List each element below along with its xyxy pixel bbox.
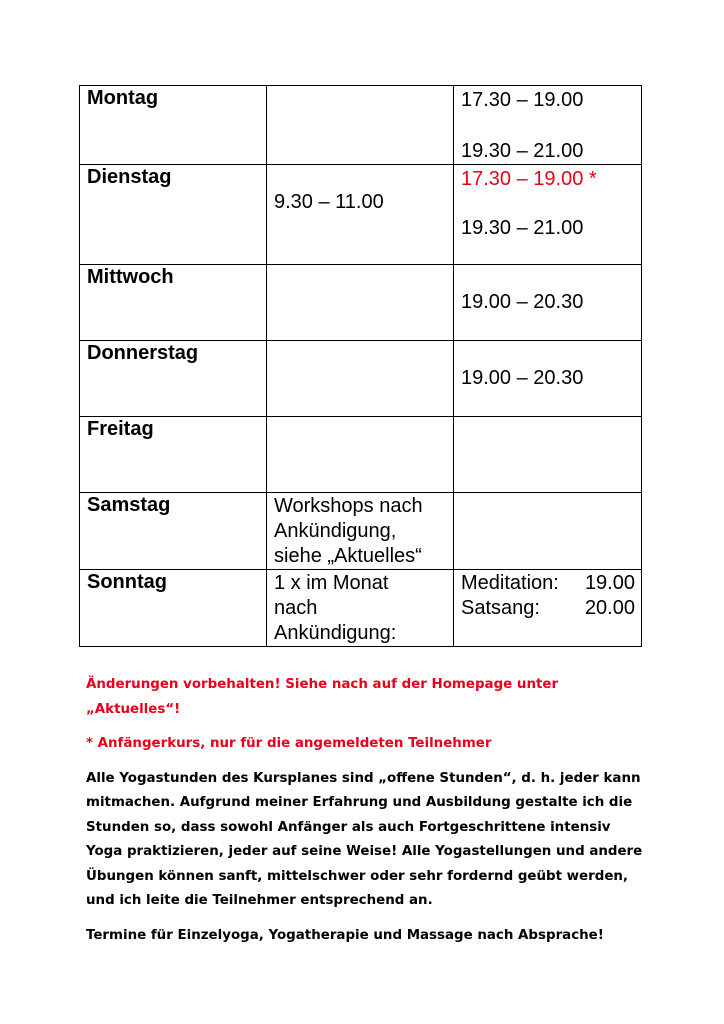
time-slot: 17.30 – 19.00 [461,89,584,111]
appointments-notice: Termine für Einzelyoga, Yogatherapie und Massage nach Absprache! [86,927,604,943]
sunday-note-line: 1 x im Monat [274,572,389,594]
satsang-time: 20.00 [584,597,635,619]
table-row [80,165,642,265]
evening-cell [454,493,642,570]
morning-cell [267,165,454,265]
day-cell [80,417,267,493]
morning-cell [267,493,454,570]
meditation-time: 19.00 [584,572,635,594]
description-paragraph: Alle Yogastunden des Kursplanes sind „offene Stunden“, d. h. jeder kann mitmachen. Aufgrund meiner Erfahrung und Ausbildung gestalte ich die Stunden so, dass sowohl Anfänger als auch Fortgeschrittene intensiv Yoga praktizieren, jeder auf seine Weise! Alle Yogastellungen und andere Übungen können sanft, mittelschwer oder sehr fordernd geübt werden, und ich leite die Teilnehmer entsprechend an. [86,770,643,908]
notes-section [86,673,646,958]
day-label: Mittwoch [87,266,174,288]
beginner-time-slot: 17.30 – 19.00 * [461,168,597,190]
table-row [80,417,642,493]
time-slot: 19.30 – 21.00 [461,217,584,239]
changes-notice: Änderungen vorbehalten! Siehe nach auf der Homepage unter „Aktuelles“! [86,677,559,717]
morning-cell [267,265,454,341]
meditation-entry [461,571,635,596]
evening-cell [454,265,642,341]
table-row [80,86,642,165]
morning-cell [267,417,454,493]
table-row [80,570,642,647]
day-cell [80,341,267,417]
time-slot: 19.00 – 20.30 [461,291,584,313]
day-cell [80,493,267,570]
time-slot: 19.30 – 21.00 [461,140,584,162]
table-row [80,265,642,341]
workshop-line: Workshops nach [274,495,423,517]
morning-cell [267,341,454,417]
schedule-table [79,85,642,647]
evening-cell [454,165,642,265]
day-label: Samstag [87,494,171,516]
evening-cell [454,570,642,647]
evening-cell [454,86,642,165]
day-label: Dienstag [87,166,172,188]
day-label: Freitag [87,418,154,440]
day-cell [80,265,267,341]
beginners-footnote: * Anfängerkurs, nur für die angemeldeten Teilnehmer [86,736,492,751]
satsang-entry [461,596,635,621]
day-cell [80,86,267,165]
sunday-note-line: nach [274,597,318,619]
evening-cell [454,341,642,417]
satsang-label: Satsang: [461,597,540,619]
table-row [80,493,642,570]
evening-cell [454,417,642,493]
time-slot: 9.30 – 11.00 [274,191,384,213]
table-row [80,341,642,417]
day-label: Montag [87,87,159,109]
day-label: Donnerstag [87,342,199,364]
sunday-note-line: Ankündigung: [274,622,397,644]
day-cell [80,570,267,647]
day-cell [80,165,267,265]
morning-cell [267,86,454,165]
time-slot: 19.00 – 20.30 [461,367,584,389]
workshop-line: Ankündigung, [274,520,397,542]
meditation-label: Meditation: [461,572,559,594]
morning-cell [267,570,454,647]
day-label: Sonntag [87,571,167,593]
workshop-line: siehe „Aktuelles“ [274,545,422,567]
